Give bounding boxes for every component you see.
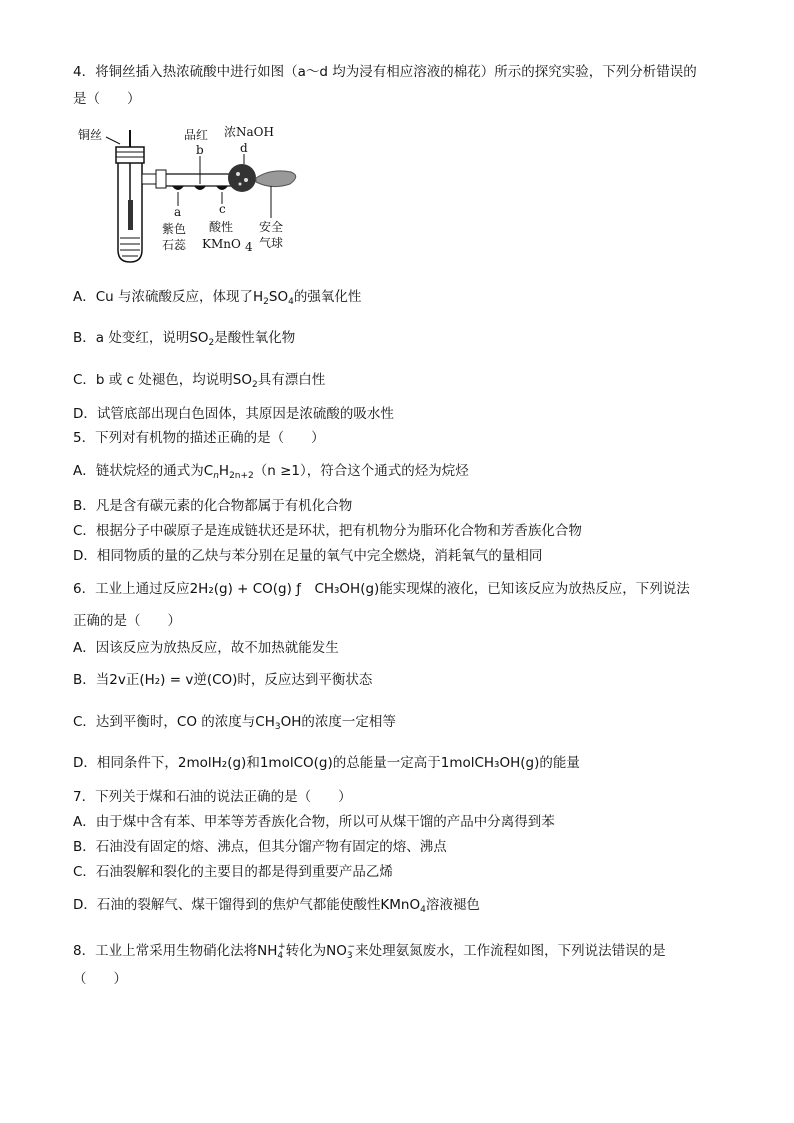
q5-option-a[interactable]: A．链状烷烃的通式为$C_nH_{2n+2}(n \ge 1)$，符合这个通式的烃为烷烃	[73, 463, 469, 481]
apparatus-figure	[76, 120, 316, 274]
q6-stem-line2: 正确的是（ ）	[73, 613, 181, 629]
q5-stem: 5．下列对有机物的描述正确的是（ ）	[73, 430, 325, 446]
q7-option-a[interactable]: A．由于煤中含有苯、甲苯等芳香族化合物，所以可从煤干馏的产品中分离得到苯	[73, 814, 555, 830]
q5-option-b[interactable]: B．凡是含有碳元素的化合物都属于有机化合物	[73, 498, 353, 514]
q8-stem-line2: （ ）	[73, 971, 127, 987]
q4-stem-line2: 是（ ）	[73, 91, 141, 107]
fig-label-d: d	[240, 141, 248, 155]
q6-option-c[interactable]: C．达到平衡时，CO 的浓度与$CH_3OH$的浓度一定相等	[73, 714, 396, 732]
q7-option-b[interactable]: B．石油没有固定的熔、沸点，但其分馏产物有固定的熔、沸点	[73, 839, 447, 855]
q6-stem-line1: 6．工业上通过反应2H₂(g) + CO(g) ƒ CH₃OH(g)能实现煤的液化，已知该反应为放热反应，下列说法	[73, 581, 690, 597]
q8-stem-line1: 8．工业上常采用生物硝化法将$NH_4^+$转化为$NO_3^-$来处理氨氮废水，工作流程如图，下列说法错误的是	[73, 942, 666, 961]
q7-option-d[interactable]: D．石油的裂解气、煤干馏得到的焦炉气都能使酸性KMnO$_4$溶液褪色	[73, 897, 480, 915]
q4-option-d[interactable]: D．试管底部出现白色固体，其原因是浓硫酸的吸水性	[73, 406, 394, 422]
q6-option-b[interactable]: B．当2v正(H₂) = v逆(CO)时，反应达到平衡状态	[73, 672, 373, 688]
q6-option-a[interactable]: A．因该反应为放热反应，故不加热就能发生	[73, 640, 339, 656]
q4-option-b[interactable]: B．a 处变红，说明$SO_2$是酸性氧化物	[73, 330, 296, 348]
fig-label-copper: 铜丝	[78, 128, 103, 142]
fig-label-naoh: 浓NaOH	[224, 125, 274, 139]
fig-label-litmus2: 石蕊	[162, 238, 187, 252]
q6-option-d[interactable]: D．相同条件下，2molH₂(g)和1molCO(g)的总能量一定高于1molCH₃OH(g)的能量	[73, 755, 580, 771]
fig-label-kmno2: KMnO	[202, 237, 241, 251]
fig-label-safety1: 安全	[259, 220, 284, 234]
fig-label-kmno1: 酸性	[209, 220, 234, 234]
fig-label-safety2: 气球	[259, 236, 284, 250]
q4-option-c[interactable]: C．b 或 c 处褪色，均说明$SO_2$具有漂白性	[73, 372, 326, 390]
q5-option-c[interactable]: C．根据分子中碳原子是连成链状还是环状，把有机物分为脂环化合物和芳香族化合物	[73, 523, 582, 539]
svg-text:4: 4	[245, 240, 253, 254]
q5-option-d[interactable]: D．相同物质的量的乙炔与苯分别在足量的氧气中完全燃烧，消耗氧气的量相同	[73, 548, 543, 564]
fig-label-litmus1: 紫色	[162, 222, 187, 236]
fig-label-b: b	[196, 143, 204, 157]
fig-label-a: a	[174, 205, 182, 219]
fig-label-pinhong: 品红	[184, 128, 209, 142]
q7-option-c[interactable]: C．石油裂解和裂化的主要目的都是得到重要产品乙烯	[73, 864, 393, 880]
q4-option-a[interactable]: A．Cu 与浓硫酸反应，体现了$H_2SO_4$的强氧化性	[73, 289, 362, 307]
q7-stem: 7．下列关于煤和石油的说法正确的是（ ）	[73, 789, 352, 805]
fig-label-c: c	[219, 202, 226, 216]
q4-stem-line1: 4．将铜丝插入热浓硫酸中进行如图（a～d 均为浸有相应溶液的棉花）所示的探究实验，下列分析错误的	[73, 64, 697, 80]
